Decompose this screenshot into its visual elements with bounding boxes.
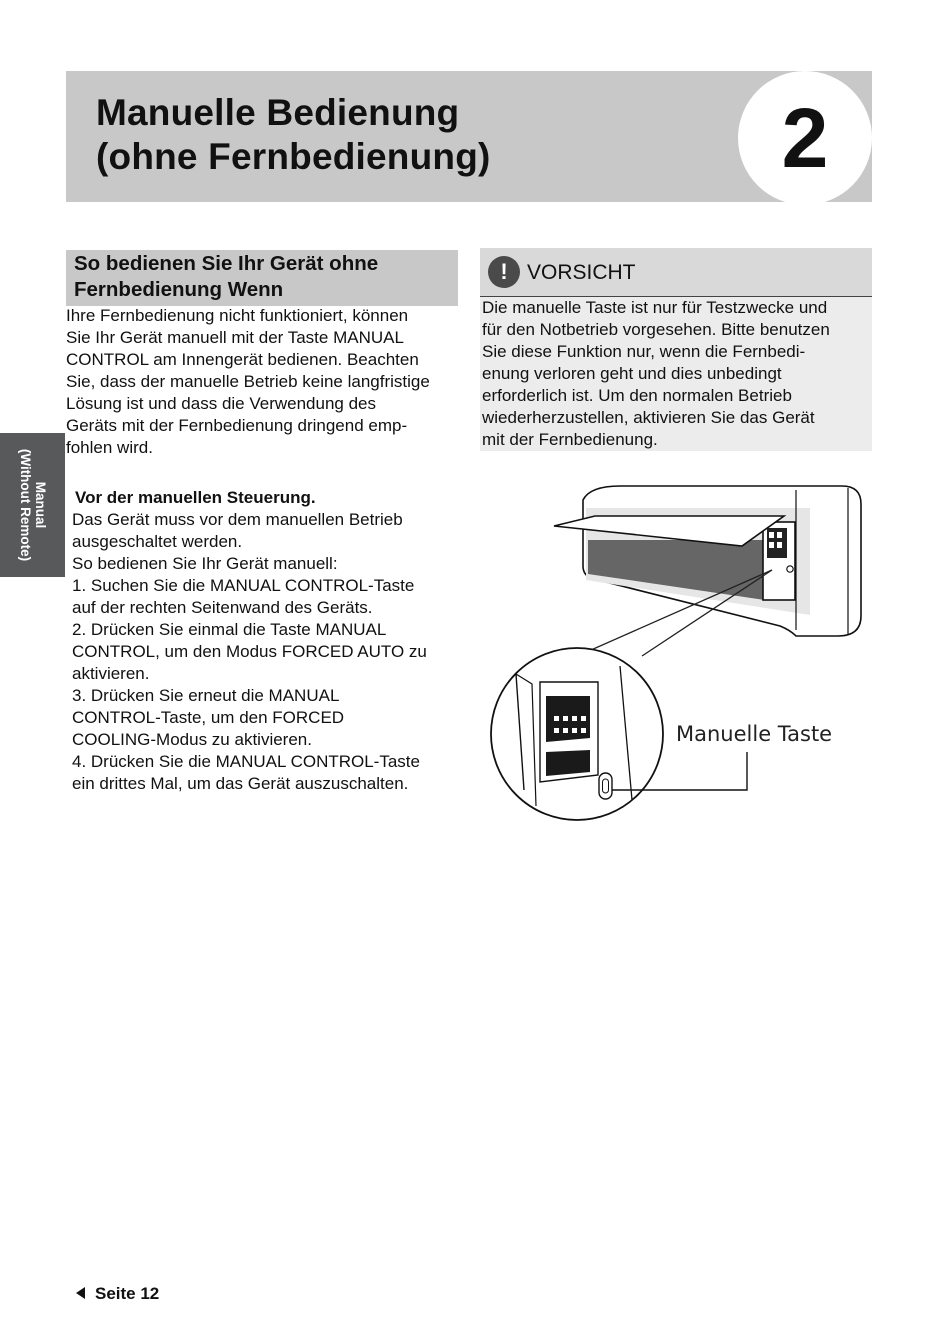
section-heading-box (66, 250, 458, 306)
manual-button-icon (599, 773, 612, 799)
side-tab (0, 433, 65, 577)
side-tab-line-1: Manual (32, 481, 48, 529)
intro-line: Geräts mit der Fernbedienung dringend emp- (66, 416, 408, 435)
caution-line: für den Notbetrieb vorgesehen. Bitte benutzen (482, 320, 830, 339)
steps-line: Das Gerät muss vor dem manuellen Betrieb (72, 510, 403, 529)
caution-line: Sie diese Funktion nur, wenn die Fernbedi- (482, 342, 806, 361)
section-heading-line-1: So bedienen Sie Ihr Gerät ohne (74, 252, 379, 275)
steps-line: aktivieren. (72, 664, 150, 683)
caution-line: Die manuelle Taste ist nur für Testzwecke und (482, 298, 828, 317)
chapter-number-badge (738, 71, 872, 205)
steps-heading: Vor der manuellen Steuerung. (75, 488, 316, 507)
page-title-line-2: (ohne Fernbedienung) (96, 136, 491, 177)
steps-line: 3. Drücken Sie erneut die MANUAL (72, 686, 340, 705)
section-heading-line-2: Fernbedienung Wenn (74, 278, 284, 301)
intro-line: fohlen wird. (66, 438, 153, 457)
intro-line: Lösung ist und dass die Verwendung des (66, 394, 377, 413)
exclamation-icon: ! (488, 256, 520, 288)
steps-line: CONTROL, um den Modus FORCED AUTO zu (72, 642, 427, 661)
caution-line: erforderlich ist. Um den normalen Betrieb (482, 386, 792, 405)
side-tab-label (18, 449, 48, 561)
steps-line: So bedienen Sie Ihr Gerät manuell: (72, 554, 338, 573)
chapter-number: 2 (781, 90, 829, 185)
triangle-left-icon (76, 1287, 85, 1299)
intro-line: Ihre Fernbedienung nicht funktioniert, können (66, 306, 409, 325)
caution-header (480, 248, 872, 297)
steps-line: COOLING-Modus zu aktivieren. (72, 730, 312, 749)
caution-title: VORSICHT (527, 261, 636, 284)
steps-line: auf der rechten Seitenwand des Geräts. (72, 598, 373, 617)
side-tab-line-2: (Without Remote) (17, 448, 33, 562)
magnified-view (491, 648, 663, 820)
page-footer (76, 1284, 159, 1304)
page-number-label: Seite 12 (95, 1284, 160, 1303)
steps-line: CONTROL-Taste, um den FORCED (72, 708, 345, 727)
steps-line: 2. Drücken Sie einmal die Taste MANUAL (72, 620, 387, 639)
intro-line: CONTROL am Innengerät bedienen. Beachten (66, 350, 419, 369)
indoor-unit-drawing (554, 486, 861, 636)
steps-line: ausgeschaltet werden. (72, 532, 243, 551)
steps-line: 1. Suchen Sie die MANUAL CONTROL-Taste (72, 576, 415, 595)
caution-body (480, 297, 872, 451)
caution-line: enung verloren geht und dies unbedingt (482, 364, 782, 383)
page-title-line-1: Manuelle Bedienung (96, 92, 460, 133)
manual-button-callout-label: Manuelle Taste (676, 722, 833, 746)
intro-line: Sie Ihr Gerät manuell mit der Taste MANUAL (66, 328, 404, 347)
steps-line: 4. Drücken Sie die MANUAL CONTROL-Taste (72, 752, 420, 771)
steps-line: ein drittes Mal, um das Gerät auszuschalten. (72, 774, 409, 793)
intro-line: Sie, dass der manuelle Betrieb keine langfristige (66, 372, 430, 391)
caution-line: wiederherzustellen, aktivieren Sie das Gerät (482, 408, 815, 427)
caution-line: mit der Fernbedienung. (482, 430, 658, 449)
indoor-unit-illustration (480, 470, 880, 830)
